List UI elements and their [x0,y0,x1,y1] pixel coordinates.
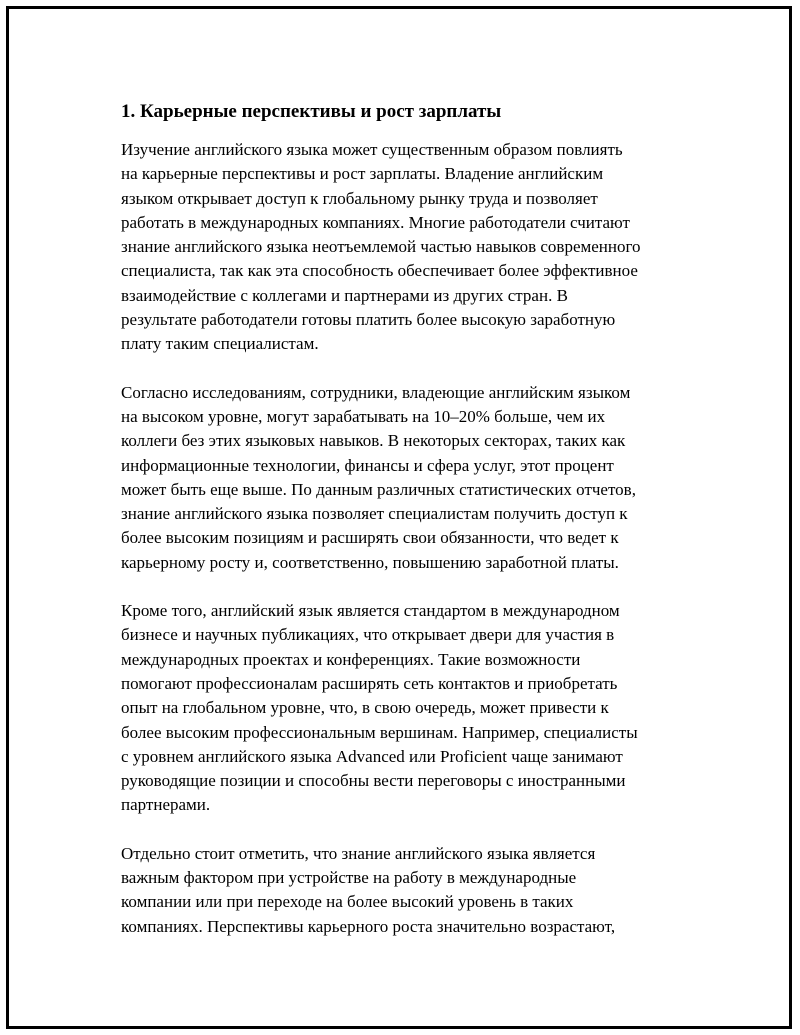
paragraph-4: Отдельно стоит отметить, что знание английского языка является важным фактором при устройстве на работу в международные компании или при переходе на более высокий уровень в таких компаниях. Перспективы карьерного роста значительно возрастают, [121,843,616,936]
document-body [121,99,701,963]
paragraph-2: Согласно исследованиям, сотрудники, владеющие английским языком на высоком уровне, могут зарабатывать на 10–20% больше, чем их коллеги без этих языковых навыков. В некоторых секторах, таких как информационные технологии, финансы и сфера услуг, этот процент может быть еще выше. По данным различных статистических отчетов, знание английского языка позволяет специалистам получить доступ к более высоким позициям и расширять свои обязанности, что ведет к карьерному росту и, соответственно, повышению заработной платы. [121,382,636,572]
paragraph-1: Изучение английского языка может существенным образом повлиять на карьерные перспективы и рост зарплаты. Владение английским языком открывает доступ к глобальному рынку труда и позволяет работать в международных компаниях. Многие работодатели считают знание английского языка неотъемлемой частью навыков современного специалиста, так как эта способность обеспечивает более эффективное взаимодействие с коллегами и партнерами из других стран. В результате работодатели готовы платить более высокую заработную плату таким специалистам. [121,140,641,354]
paragraph-3: Кроме того, английский язык является стандартом в международном бизнесе и научных публикациях, что открывает двери для участия в международных проектах и конференциях. Такие возможности помогают профессионалам расширять сеть контактов и приобретать опыт на глобальном уровне, что, в свою очередь, может привести к более высоким профессиональным вершинам. Например, специалисты с уровнем английского языка Advanced или Proficient чаще занимают руководящие позиции и способны вести переговоры с иностранными партнерами. [121,601,638,815]
page-frame [6,6,792,1029]
section-heading: 1. Карьерные перспективы и рост зарплаты [121,101,502,122]
